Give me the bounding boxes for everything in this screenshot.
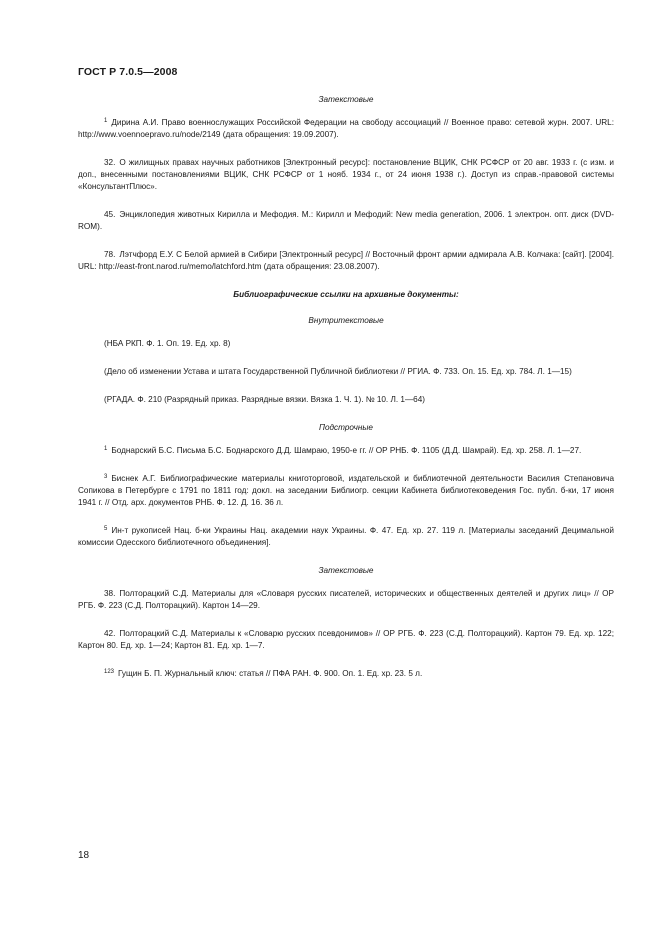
entry-text: О жилищных правах научных работников [Электронный ресурс]: постановление ВЦИК, СНК РСФСР от 20 авг. 1933 г. (с изм. и доп., внесенными постановлениями ВЦИК, СНК РСФСР от 1 нояб. 1934 г., от 24 июня 1938 г.). Доступ из справ.-правовой системы «КонсультантПлюс».	[78, 158, 614, 191]
bibliographic-entry	[78, 628, 614, 652]
entry-number: 42.	[104, 629, 116, 638]
entry-text: Энциклопедия животных Кирилла и Мефодия. М.: Кирилл и Мефодий: New media generation, 2006. 1 электрон. опт. диск (DVD-ROM).	[78, 210, 614, 231]
bibliographic-entry	[78, 366, 614, 378]
footnote-marker: 3	[104, 474, 108, 480]
bibliographic-entry	[78, 525, 614, 549]
bibliographic-entry	[78, 445, 614, 457]
bibliographic-entry	[78, 249, 614, 273]
entry-text: (РГАДА. Ф. 210 (Разрядный приказ. Разрядные вязки. Вязка 1. Ч. 1). № 10. Л. 1—64)	[104, 395, 425, 404]
bibliographic-entry	[78, 588, 614, 612]
subsection-heading: Внутритекстовые	[308, 316, 384, 325]
footnote-marker: 5	[104, 526, 108, 532]
bibliographic-entry	[78, 117, 614, 141]
bibliographic-entry	[78, 668, 614, 680]
entry-text: (НБА РКП. Ф. 1. Оп. 19. Ед. хр. 8)	[104, 339, 231, 348]
entry-text: Дирина А.И. Право военнослужащих Российской Федерации на свободу ассоциаций // Военное право: сетевой журн. 2007. URL: http://www.voennoepravo.ru/node/2149 (дата обращения: 19.09.2007).	[78, 118, 614, 139]
entry-number: 38.	[104, 589, 116, 598]
entry-number: 45.	[104, 210, 116, 219]
entry-number: 78.	[104, 250, 116, 259]
entry-text: Ин-т рукописей Нац. б-ки Украины Нац. академии наук Украины. Ф. 47. Ед. хр. 27. 119 л. [Материалы заседаний Децимальной комиссии Одесского библиотечного объединения].	[78, 526, 614, 547]
footnote-marker: 1	[104, 446, 108, 452]
entry-text: Гущин Б. П. Журнальный ключ: статья // ПФА РАН. Ф. 900. Оп. 1. Ед. хр. 23. 5 л.	[118, 669, 423, 678]
bibliographic-entry	[78, 157, 614, 193]
entry-text: Биснек А.Г. Библиографические материалы книготорговой, издательской и библиотечной деятельности Василия Степановича Сопикова в Петербурге с 1791 по 1811 год: докл. на заседании Библиогр. секции Кабинета библиотековедения Гос. публ. б-ки, 17 июня 1941 г. // Отд. арх. документов РНБ. Ф. 12. Д. 16. 36 л.	[78, 474, 614, 507]
entry-text: (Дело об изменении Устава и штата Государственной Публичной библиотеки // РГИА. Ф. 733. Оп. 15. Ед. хр. 784. Л. 1—15)	[104, 367, 572, 376]
subsection-heading: Затекстовые	[318, 95, 374, 104]
entry-text: Лэтчфорд Е.У. С Белой армией в Сибири [Электронный ресурс] // Восточный фронт армии адмирала А.В. Колчака: [сайт]. [2004]. URL: http://east-front.narod.ru/memo/latchford.htm (дата обращения: 23.08.2007).	[78, 250, 614, 271]
footnote-marker: 123	[104, 669, 115, 675]
page-number: 18	[78, 850, 90, 861]
bibliographic-entry	[78, 394, 614, 406]
bibliographic-entry	[78, 473, 614, 509]
entry-text: Полторацкий С.Д. Материалы для «Словаря русских писателей, исторических и общественных деятелей и других лиц» // ОР РГБ. Ф. 223 (С.Д. Полторацкий). Картон 14—29.	[78, 589, 614, 610]
footnote-marker: 1	[104, 118, 108, 124]
subsection-heading: Затекстовые	[318, 566, 374, 575]
section-heading: Библиографические ссылки на архивные документы:	[233, 290, 459, 299]
entry-number: 32.	[104, 158, 116, 167]
bibliographic-entry	[78, 209, 614, 233]
subsection-heading: Подстрочные	[319, 423, 373, 432]
entry-text: Полторацкий С.Д. Материалы к «Словарю русских псевдонимов» // ОР РГБ. Ф. 223 (С.Д. Полторацкий). Картон 79. Ед. хр. 122; Картон 80. Ед. хр. 1—24; Картон 81. Ед. хр. 1—7.	[78, 629, 614, 650]
bibliographic-entry	[78, 338, 614, 350]
document-body	[78, 94, 614, 696]
document-header: ГОСТ Р 7.0.5—2008	[78, 66, 178, 78]
entry-text: Боднарский Б.С. Письма Б.С. Боднарского Д.Д. Шамраю, 1950-е гг. // ОР РНБ. Ф. 1105 (Д.Д. Шамрай). Ед. хр. 258. Л. 1—27.	[111, 446, 582, 455]
